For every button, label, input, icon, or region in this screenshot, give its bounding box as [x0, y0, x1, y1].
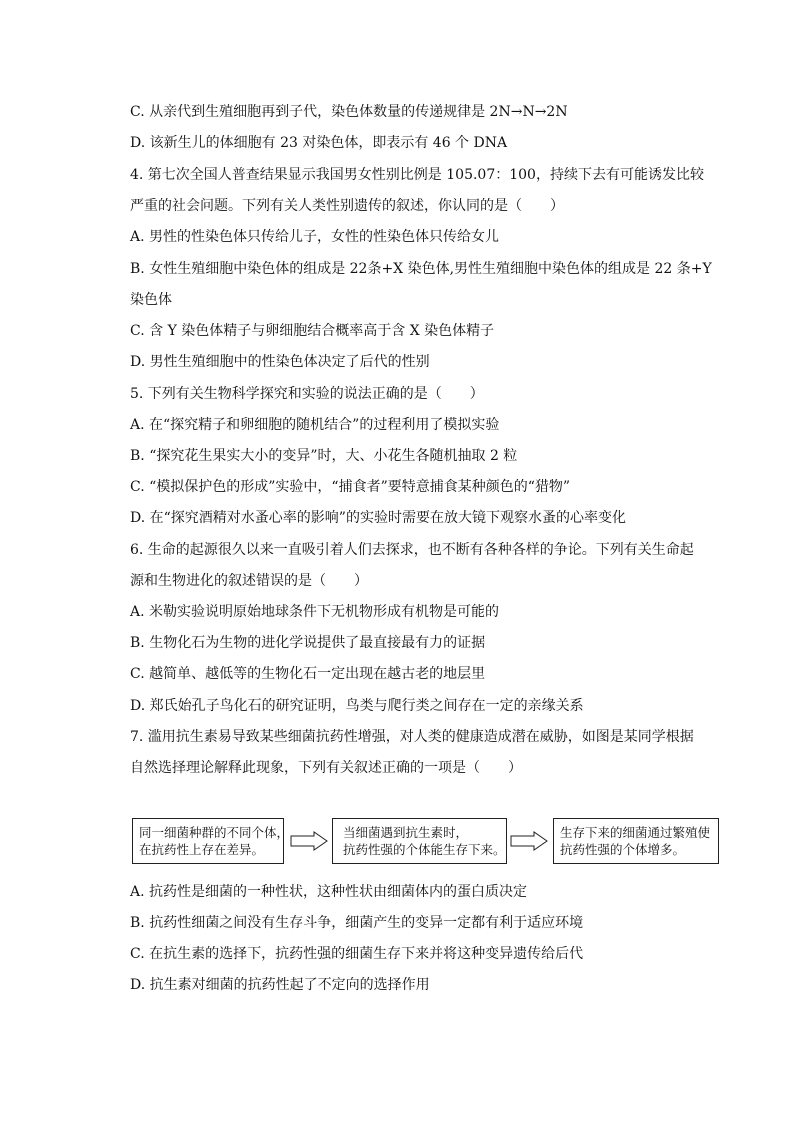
q4-option-b-line2: 染色体: [130, 292, 172, 308]
q6-option-a: A. 米勒实验说明原始地球条件下无机物形成有机物是可能的: [130, 604, 500, 620]
q4-option-d: D. 男性生殖细胞中的性染色体决定了后代的性别: [130, 354, 430, 370]
q6-stem-line1: 6. 生命的起源很久以来一直吸引着人们去探求，也不断有各种各样的争论。下列有关生命起: [130, 542, 694, 558]
flowchart-box-variation-line2: 在抗药性上存在差异。: [139, 842, 265, 857]
q7-option-c: C. 在抗生素的选择下，抗药性强的细菌生存下来并将这种变异遗传给后代: [130, 946, 584, 962]
q7-option-d: D. 抗生素对细菌的抗药性起了不定向的选择作用: [130, 977, 430, 993]
flowchart-box-reproduction-line1: 生存下来的细菌通过繁殖使: [560, 825, 711, 840]
flowchart-box-variation: [132, 818, 290, 864]
q7-option-b: B. 抗药性细菌之间没有生存斗争，细菌产生的变异一定都有利于适应环境: [130, 915, 584, 931]
q6-option-c: C. 越简单、越低等的生物化石一定出现在越古老的地层里: [130, 666, 486, 682]
flowchart-arrow-right-icon: [290, 831, 328, 851]
q4-stem-line2: 严重的社会问题。下列有关人类性别遗传的叙述，你认同的是（ ）: [130, 198, 564, 214]
q5-option-b: B. “探究花生果实大小的变异”时，大、小花生各随机抽取 2 粒: [130, 448, 518, 464]
q7-option-a: A. 抗药性是细菌的一种性状，这种性状由细菌体内的蛋白质决定: [130, 884, 528, 900]
q4-option-a: A. 男性的性染色体只传给儿子，女性的性染色体只传给女儿: [130, 229, 500, 245]
q6-stem-line2: 源和生物进化的叙述错误的是（ ）: [130, 573, 368, 589]
selection-flowchart: [132, 818, 722, 868]
q3-option-c: C. 从亲代到生殖细胞再到子代，染色体数量的传递规律是 2N→N→2N: [130, 104, 568, 120]
q5-option-d: D. 在“探究酒精对水蚤心率的影响”的实验时需要在放大镜下观察水蚤的心率变化: [130, 510, 626, 526]
q5-option-a: A. 在“探究精子和卵细胞的随机结合”的过程利用了模拟实验: [130, 417, 500, 433]
q7-stem-line1: 7. 滥用抗生素易导致某些细菌抗药性增强，对人类的健康造成潜在威胁，如图是某同学根据: [130, 729, 694, 745]
flowchart-box-survival-line1: 当细菌遇到抗生素时，: [343, 825, 469, 840]
q6-option-d: D. 郑氏始孔子鸟化石的研究证明，鸟类与爬行类之间存在一定的亲缘关系: [130, 698, 584, 714]
flowchart-box-variation-line1: 同一细菌种群的不同个体，: [139, 825, 290, 840]
q5-stem: 5. 下列有关生物科学探究和实验的说法正确的是（ ）: [130, 386, 484, 402]
q3-option-d: D. 该新生儿的体细胞有 23 对染色体，即表示有 46 个 DNA: [130, 135, 508, 151]
q6-option-b: B. 生物化石为生物的进化学说提供了最直接最有力的证据: [130, 635, 486, 651]
q5-option-c: C. “模拟保护色的形成”实验中，“捕食者”要特意捕食某种颜色的“猎物”: [130, 479, 571, 495]
flowchart-arrow-right-icon: [510, 831, 548, 851]
flowchart-box-survival: [332, 818, 507, 864]
q4-stem-line1: 4. 第七次全国人普查结果显示我国男女性别比例是 105.07：100，持续下去有可能诱发比较: [130, 167, 704, 183]
flowchart-box-reproduction: [553, 818, 719, 864]
flowchart-box-reproduction-line2: 抗药性强的个体增多。: [560, 842, 686, 857]
flowchart-box-survival-line2: 抗药性强的个体能生存下来。: [343, 842, 506, 857]
q4-option-c: C. 含 Y 染色体精子与卵细胞结合概率高于含 X 染色体精子: [130, 323, 495, 339]
q4-option-b-line1: B. 女性生殖细胞中染色体的组成是 22条+X 染色体,男性生殖细胞中染色体的组成是 22 条+Y: [130, 261, 712, 277]
q7-stem-line2: 自然选择理论解释此现象，下列有关叙述正确的一项是（ ）: [130, 760, 522, 776]
